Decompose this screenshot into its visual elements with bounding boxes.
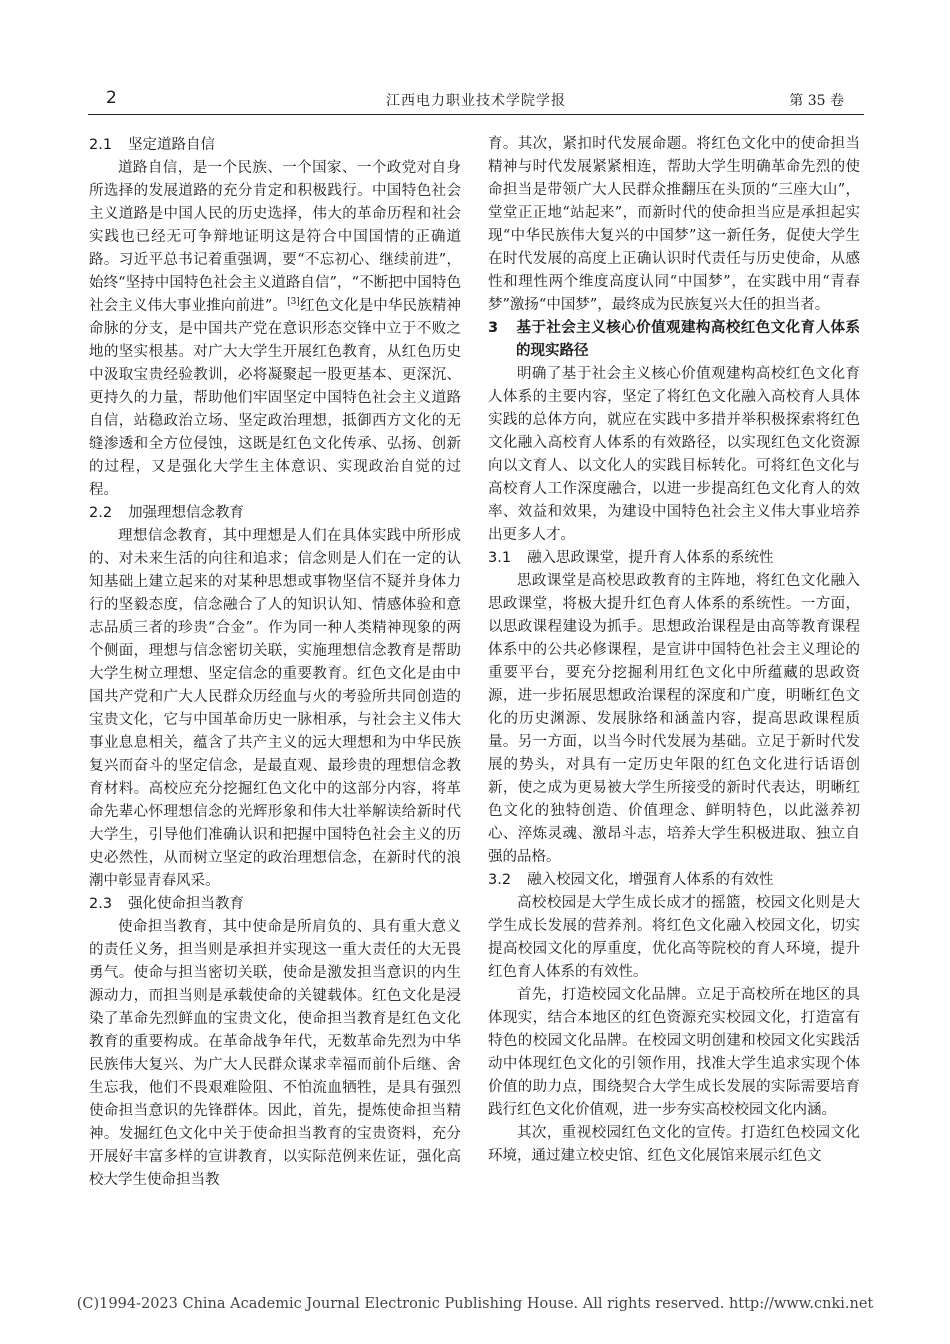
paragraph: 道路自信，是一个民族、一个国家、一个政党对自身所选择的发展道路的充分肯定和积极践行。中国特色社会主义道路是中国人民的历史选择，伟大的革命历程和社会实践也已经无可争辩地证明这是符合中国国情的正确道路。习近平总书记着重强调，要“不忘初心、继续前进”，始终“坚持中国特色社会主义道路自信”，“不断把中国特色社会主义伟大事业推向前进”。[3]红色文化是中华民族精神命脉的分支，是中国共产党在意识形态交锋中立于不败之地的坚实根基。对广大大学生开展红色教育，从红色历史中汲取宝贵经验教训，必将凝聚起一股更基本、更深沉、更持久的力量，帮助他们牢固坚定中国特色社会主义道路自信，站稳政治立场、坚定政治理想，抵御西方文化的无缝渗透和全方位侵蚀，这既是红色文化传承、弘扬、创新的过程，又是强化大学生主体意识、实现政治自觉的过程。 <box>89 160 461 498</box>
section-heading-2-3: 2.3 强化使命担当教育 <box>89 896 245 912</box>
copyright-footer: (C)1994-2023 China Academic Journal Electronic Publishing House. All rights reserved. http://www.cnki.net <box>76 1296 874 1312</box>
journal-title: 江西电力职业技术学院学报 <box>386 93 566 109</box>
citation-ref: [3] <box>287 297 300 308</box>
paragraph: 思政课堂是高校思政教育的主阵地，将红色文化融入思政课堂，将极大提升红色育人体系的系统性。一方面，以思政课程建设为抓手。思想政治课程是由高等教育课程体系中的公共必修课程，是宣讲中国特色社会主义理论的重要平台，要充分挖掘利用红色文化中所蕴藏的思政资源，进一步拓展思想政治课程的深度和广度，明晰红色文化的历史渊源、发展脉络和涵盖内容，提高思政课程质量。另一方面，以当今时代发展为基础。立足于新时代发展的势头，对具有一定历史年限的红色文化进行话语创新，使之成为更易被大学生所接受的新时代表达，明晰红色文化的独特创造、价值理念、鲜明特色，以此滋养初心、淬炼灵魂、激昂斗志，培养大学生积极进取、独立自强的品格。 <box>488 573 860 865</box>
volume-label: 第 35 卷 <box>789 93 844 109</box>
paragraph: 使命担当教育，其中使命是所肩负的、具有重大意义的责任义务，担当则是承担并实现这一重大责任的大无畏勇气。使命与担当密切关联，使命是激发担当意识的内生源动力，而担当则是承载使命的关键载体。红色文化是浸染了革命先烈鲜血的宝贵文化，使命担当教育是红色文化教育的重要构成。在革命战争年代，无数革命先烈为中华民族伟大复兴、为广大人民群众谋求幸福而前仆后继、舍生忘我，他们不畏艰难险阻、不怕流血牺牲，是具有强烈使命担当意识的先锋群体。因此，首先，提炼使命担当精神。发掘红色文化中关于使命担当教育的宝贵资料，充分开展好丰富多样的宣讲教育，以实际范例来佐证，强化高校大学生使命担当教 <box>89 919 461 1188</box>
right-column <box>488 133 860 1168</box>
left-column <box>89 134 461 1192</box>
section-heading-3-2: 3.2 融入校园文化，增强育人体系的有效性 <box>488 872 774 888</box>
section-heading-2-2: 2.2 加强理想信念教育 <box>89 505 245 521</box>
page-header <box>88 86 864 115</box>
section-heading-3-1: 3.1 融入思政课堂，提升育人体系的系统性 <box>488 550 774 566</box>
paragraph: 高校校园是大学生成长成才的摇篮，校园文化则是大学生成长发展的营养剂。将红色文化融入校园文化，切实提高校园文化的厚重度，优化高等院校的育人环境，提升红色育人体系的有效性。 <box>488 895 860 980</box>
paragraph: 明确了基于社会主义核心价值观建构高校红色文化育人体系的主要内容，坚定了将红色文化融入高校育人具体实践的总体方向，就应在实践中多措并举积极探索将红色文化融入高校育人体系的有效路径，以实现红色文化资源向以文育人、以文化人的实践目标转化。可将红色文化与高校育人工作深度融合，以进一步提高红色文化育人的效率、效益和效果，为建设中国特色社会主义伟大事业培养出更多人才。 <box>488 366 860 543</box>
paragraph: 理想信念教育，其中理想是人们在具体实践中所形成的、对未来生活的向往和追求；信念则是人们在一定的认知基础上建立起来的对某种思想或事物坚信不疑并身体力行的坚毅态度，信念融合了人的知识认知、情感体验和意志品质三者的珍贵“合金”。作为同一种人类精神现象的两个侧面，理想与信念密切关联，实施理想信念教育是帮助大学生树立理想、坚定信念的重要教育。红色文化是由中国共产党和广大人民群众历经血与火的考验所共同创造的宝贵文化，它与中国革命历史一脉相承，与社会主义伟大事业息息相关，蕴含了共产主义的远大理想和为中华民族复兴而奋斗的坚定信念，是最直观、最珍贵的理想信念教育材料。高校应充分挖掘红色文化中的这部分内容，将革命先辈心怀理想信念的光辉形象和伟大壮举解读给新时代大学生，引导他们准确认识和把握中国特色社会主义的历史必然性，从而树立坚定的政治理想信念，在新时代的浪潮中彰显青春风采。 <box>89 528 461 889</box>
paragraph-continued: 育。其次，紧扣时代发展命题。将红色文化中的使命担当精神与时代发展紧紧相连，帮助大学生明确革命先烈的使命担当是带领广大人民群众推翻压在头顶的“三座大山”，堂堂正正地“站起来”，而新时代的使命担当应是承担起实现“中华民族伟大复兴的中国梦”这一新任务，促使大学生在时代发展的高度上正确认识时代责任与历史使命，从感性和理性两个维度高度认同“中国梦”，在实践中用“青春梦”激扬“中国梦”，最终成为民族复兴大任的担当者。 <box>488 136 860 313</box>
paragraph: 其次，重视校园红色文化的宣传。打造红色校园文化环境，通过建立校史馆、红色文化展馆来展示红色文 <box>488 1125 860 1164</box>
section-heading-2-1: 2.1 坚定道路自信 <box>89 137 216 153</box>
paragraph: 首先，打造校园文化品牌。立足于高校所在地区的具体现实，结合本地区的红色资源充实校园文化，打造富有特色的校园文化品牌。在校园文明创建和校园文化实践活动中体现红色文化的引领作用，找准大学生追求实现个体价值的助力点，围绕契合大学生成长发展的实际需要培育践行红色文化价值观，进一步夯实高校校园文化内涵。 <box>488 987 860 1118</box>
page-number: 2 <box>106 88 117 108</box>
section-heading-3: 3 基于社会主义核心价值观建构高校红色文化育人体系的现实路径 <box>488 320 860 359</box>
